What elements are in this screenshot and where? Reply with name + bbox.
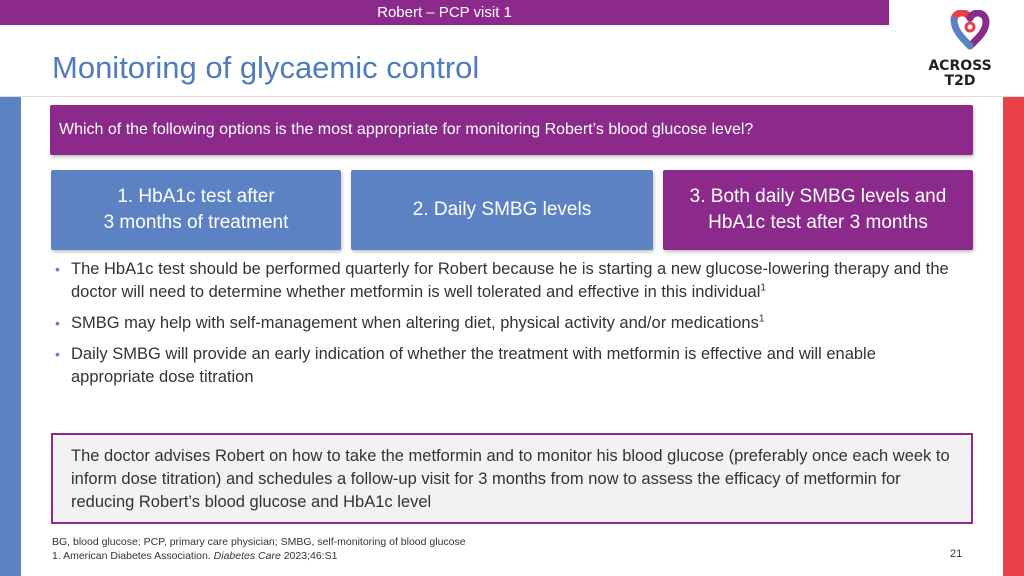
option-1-line-2: 3 months of treatment <box>103 212 289 233</box>
option-1-line-1: 1. HbA1c test after <box>117 186 275 207</box>
option-3-line-2: HbA1c test after 3 months <box>708 212 928 233</box>
bullet-text: SMBG may help with self-management when altering diet, physical activity and/or medications <box>71 314 759 332</box>
page-number: 21 <box>950 548 963 560</box>
abbreviations: BG, blood glucose; PCP, primary care physician; SMBG, self-monitoring of blood glucose <box>52 536 466 548</box>
advice-box: The doctor advises Robert on how to take the metformin and to monitor his blood glucose (preferably once each week to inform dose titration) and schedules a follow-up visit for 3 months from now to assess the efficacy of metformin for reducing Robert’s blood glucose and HbA1c level <box>51 433 973 524</box>
reference-prefix: 1. American Diabetes Association. <box>52 550 214 562</box>
bullet-item <box>52 258 962 304</box>
bullet-dot-icon: • <box>55 315 60 331</box>
citation-sup: 1 <box>758 313 765 325</box>
heart-ring-icon <box>948 10 992 52</box>
bullet-item <box>52 312 962 335</box>
bullet-dot-icon: • <box>55 346 60 362</box>
option-3-line-1: 3. Both daily SMBG levels and <box>689 186 947 207</box>
slide-title: Monitoring of glycaemic control <box>52 50 480 85</box>
bullet-dot-icon: • <box>55 261 60 277</box>
explanation-bullets <box>52 258 962 397</box>
option-1-hba1c[interactable] <box>51 170 341 250</box>
bullet-item <box>52 343 962 389</box>
bullet-text: The HbA1c test should be performed quarterly for Robert because he is starting a new glucose-lowering therapy and the doctor will need to determine whether metformin is well tolerated and effective in this individual <box>71 260 949 301</box>
option-2-label: 2. Daily SMBG levels <box>412 199 592 220</box>
bullet-text: Daily SMBG will provide an early indication of whether the treatment with metformin is effective and will enable appropriate dose titration <box>71 345 876 386</box>
banner-text: Robert – PCP visit 1 <box>377 4 512 21</box>
logo-line-1: ACROSS <box>928 58 992 74</box>
title-divider <box>0 96 1024 97</box>
reference-journal: Diabetes Care <box>213 550 281 562</box>
citation-sup: 1 <box>760 282 766 294</box>
footnotes <box>52 535 466 563</box>
option-3-both[interactable] <box>663 170 973 250</box>
left-accent-bar <box>0 97 21 576</box>
across-t2d-logo <box>922 10 998 90</box>
option-2-daily-smbg[interactable] <box>351 170 653 250</box>
logo-line-2: T2D <box>944 73 976 89</box>
question-box: Which of the following options is the most appropriate for monitoring Robert’s blood glucose level? <box>50 105 973 155</box>
reference-suffix: 2023;46:S1 <box>280 550 338 562</box>
right-accent-bar <box>1003 97 1024 576</box>
header-banner <box>0 0 889 25</box>
logo-wordmark <box>922 59 998 89</box>
reference <box>52 549 466 563</box>
